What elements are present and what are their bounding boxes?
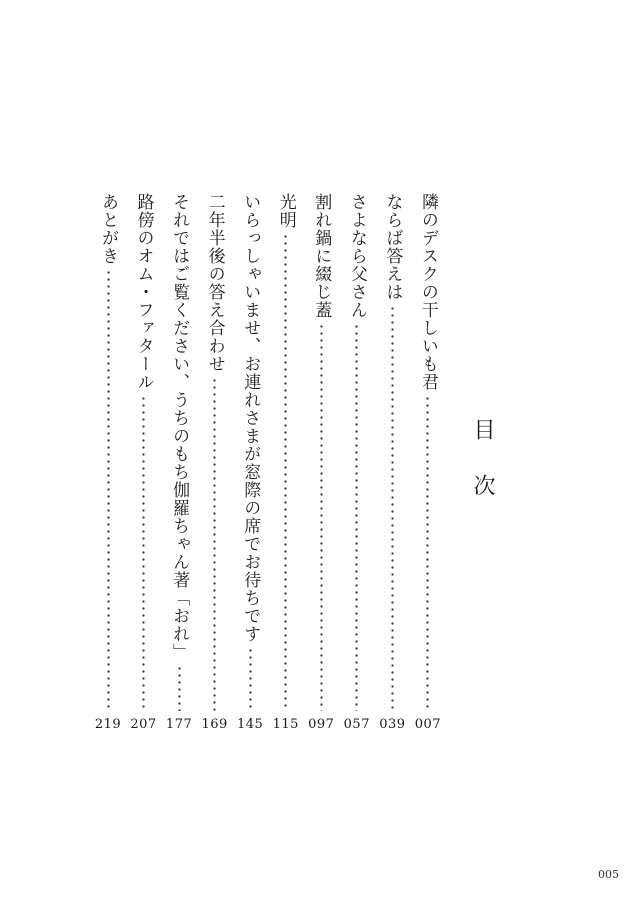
dot-leader <box>320 323 323 711</box>
toc-entry[interactable] <box>93 193 123 733</box>
toc-entry-page: 039 <box>379 717 406 732</box>
toc-list <box>93 193 443 733</box>
dot-leader <box>107 269 110 711</box>
toc-entry[interactable] <box>413 193 443 733</box>
dot-leader <box>213 377 216 711</box>
toc-entry-page: 207 <box>130 717 157 732</box>
dot-leader <box>355 323 358 711</box>
toc-entry-page: 115 <box>272 717 299 732</box>
toc-entry[interactable] <box>271 193 301 733</box>
toc-entry-page: 097 <box>308 717 335 732</box>
dot-leader <box>391 305 394 711</box>
dot-leader <box>284 233 287 711</box>
toc-entry-title: いらっしゃいませ、お連れさまが窓際の席でお待ちです <box>240 193 261 643</box>
toc-entry-page: 145 <box>237 717 264 732</box>
toc-heading: 目次 <box>470 418 495 530</box>
toc-entry-title: あとがき <box>98 193 118 265</box>
dot-leader <box>249 647 252 711</box>
toc-entry-title: 割れ鍋に綴じ蓋 <box>311 193 332 319</box>
toc-entry-title: 光明 <box>275 193 296 229</box>
toc-entry-page: 057 <box>343 717 370 732</box>
toc-entry-page: 007 <box>414 717 442 732</box>
toc-entry[interactable] <box>377 193 407 733</box>
dot-leader <box>178 665 181 711</box>
toc-entry[interactable] <box>306 193 336 733</box>
dot-leader <box>142 395 145 711</box>
toc-entry-title: さよなら父さん <box>346 193 367 319</box>
toc-entry-title: 路傍のオム・ファタール <box>133 193 154 391</box>
toc-entry-title: 二年半後の答え合わせ <box>204 193 225 373</box>
toc-entry-page: 177 <box>165 717 193 732</box>
toc-entry[interactable] <box>164 193 194 733</box>
toc-entry[interactable] <box>235 193 265 733</box>
toc-entry-title: 隣のデスクの干しいも君 <box>417 193 438 391</box>
toc-entry[interactable] <box>342 193 372 733</box>
toc-entry-page: 169 <box>201 717 228 732</box>
toc-entry-title: それではご覧ください、うちのもち伽羅ちゃん著「おれ」 <box>169 193 190 661</box>
page-number: 005 <box>598 868 619 881</box>
toc-entry-title: ならば答えは <box>382 193 403 301</box>
dot-leader <box>426 395 429 711</box>
toc-entry[interactable] <box>200 193 230 733</box>
toc-entry-page: 219 <box>94 717 122 732</box>
toc-entry[interactable] <box>129 193 159 733</box>
